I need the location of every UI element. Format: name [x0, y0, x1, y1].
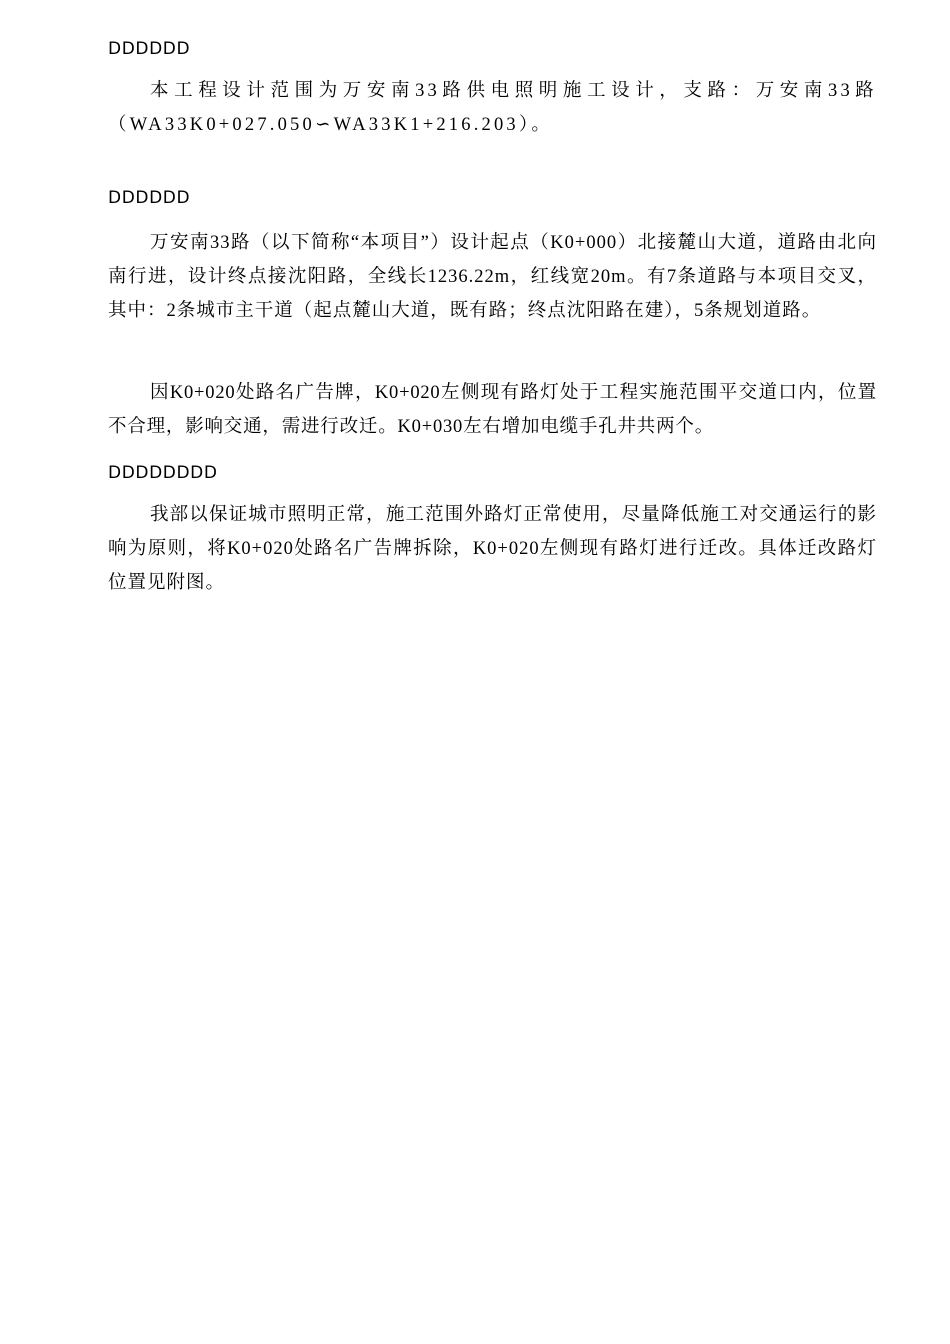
body-paragraph: 我部以保证城市照明正常，施工范围外路灯正常使用，尽量降低施工对交通运行的影响为原则，将K0+020处路名广告牌拆除，K0+020左侧现有路灯进行迁改。具体迁改路灯位置见附图。: [108, 505, 877, 593]
section-heading: DDDDDD: [108, 188, 191, 208]
section-heading: DDDDDDDD: [108, 463, 218, 483]
body-paragraph: 万安南33路（以下简称“本项目”）设计起点（K0+000）北接麓山大道，道路由北向南行进，设计终点接沈阳路，全线长1236.22m，红线宽20m。有7条道路与本项目交叉，其中：2条城市主干道（起点麓山大道，既有路；终点沈阳路在建），5条规划道路。: [108, 233, 877, 321]
body-paragraph: 因K0+020处路名广告牌，K0+020左侧现有路灯处于工程实施范围平交道口内，位置不合理，影响交通，需进行改迁。K0+030左右增加电缆手孔井共两个。: [108, 383, 877, 437]
section-heading: DDDDDD: [108, 39, 191, 59]
body-paragraph: 本工程设计范围为万安南33路供电照明施工设计，支路：万安南33路（WA33K0+027.050∽WA33K1+216.203）。: [108, 81, 877, 135]
